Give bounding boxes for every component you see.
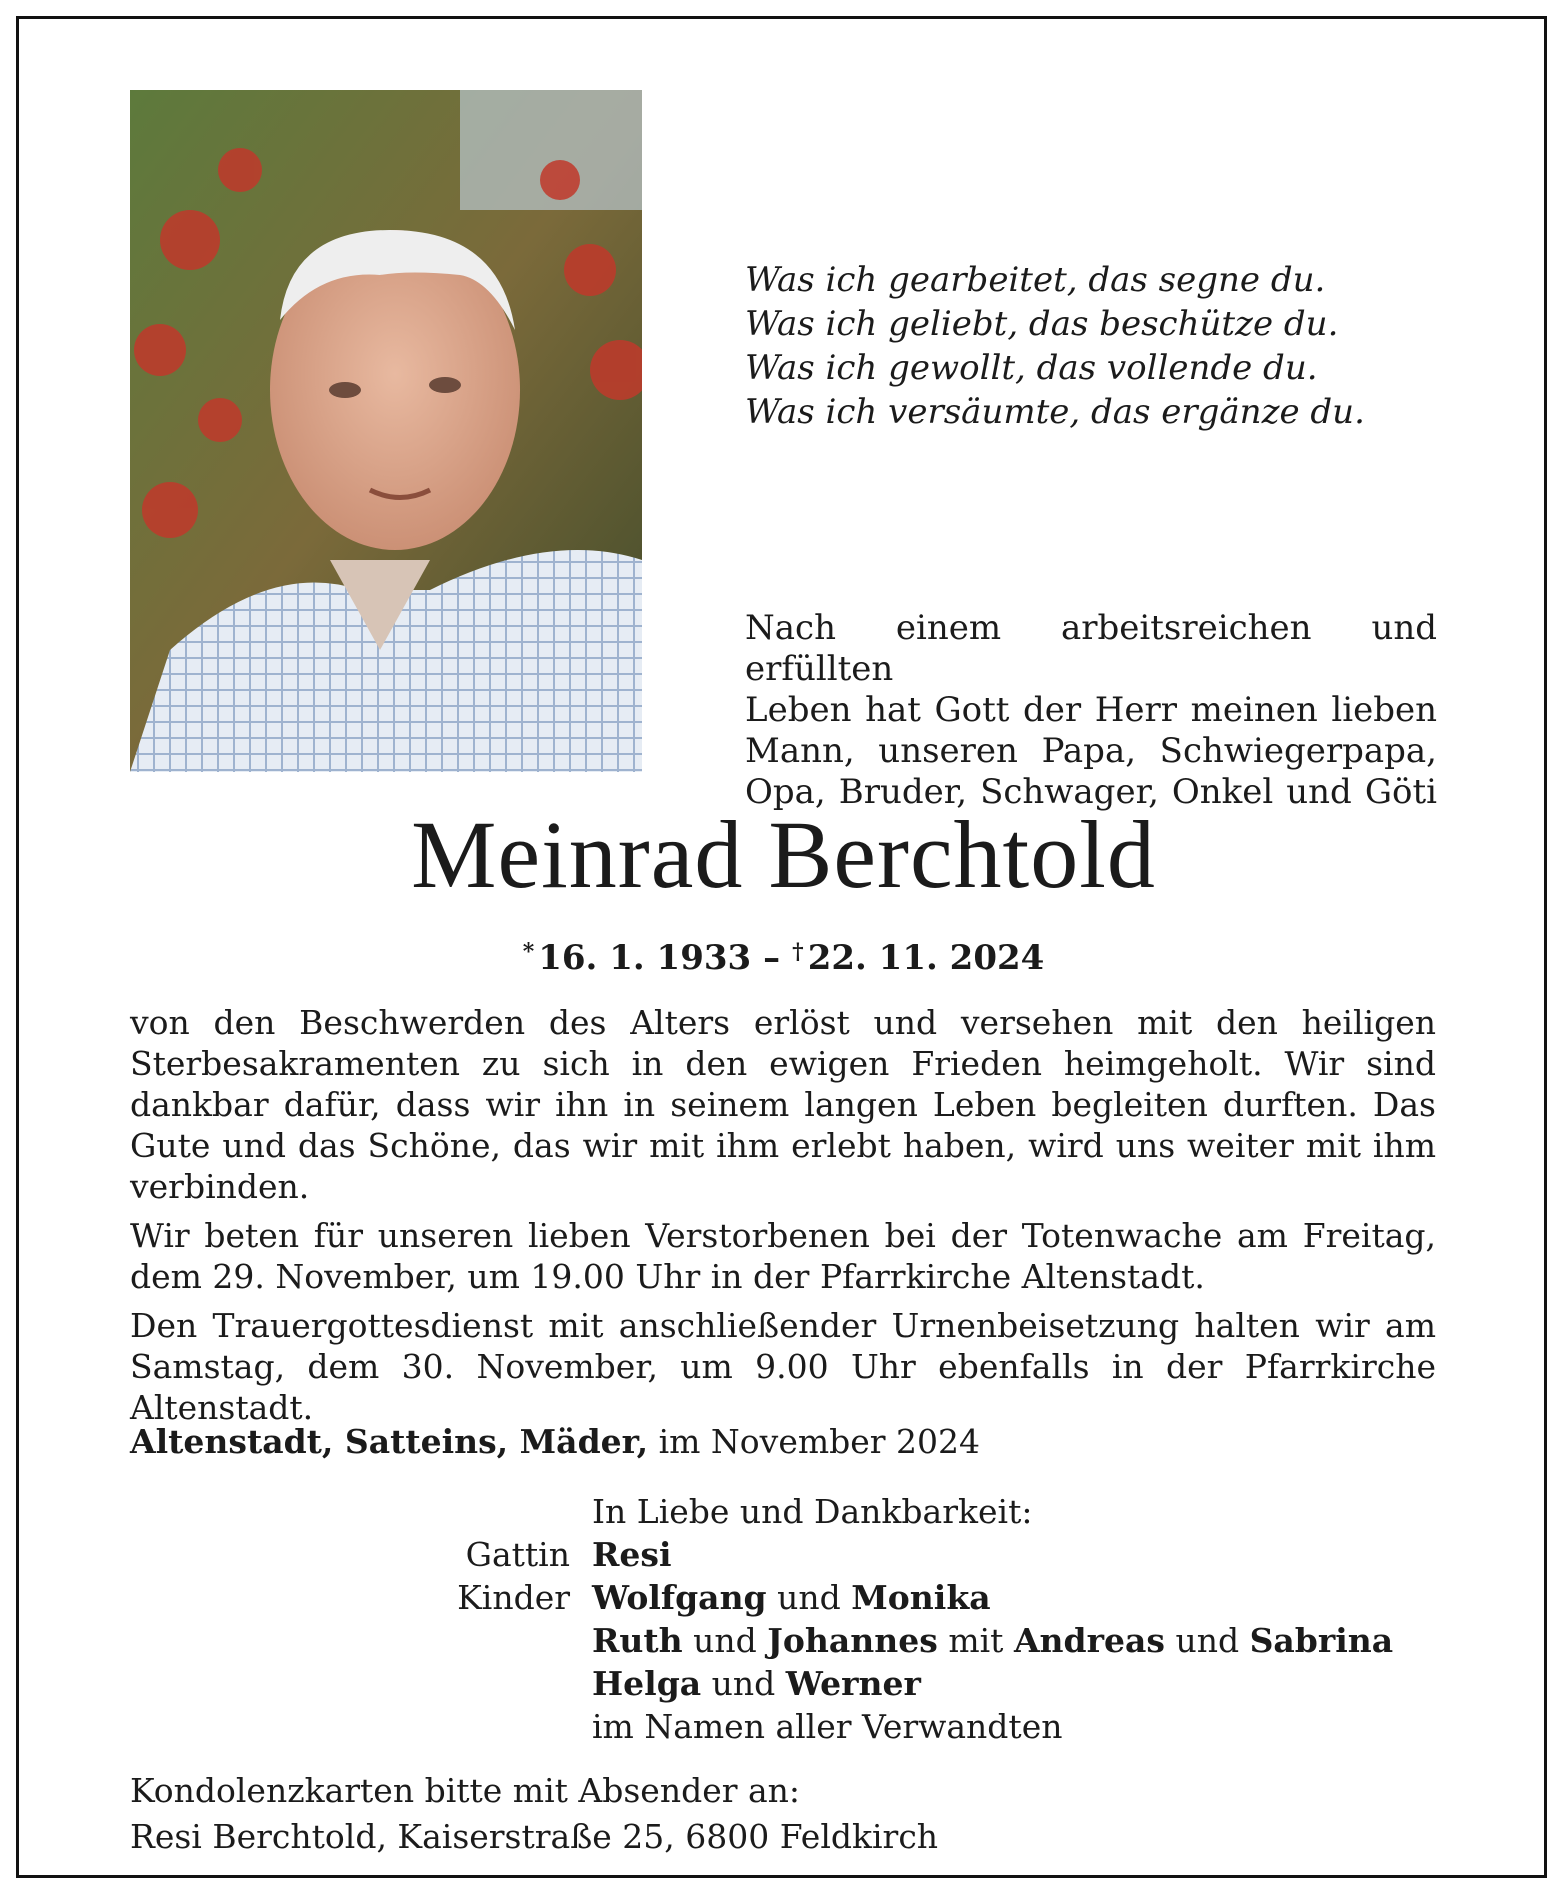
place-date	[130, 1422, 1436, 1462]
death-symbol: †	[792, 939, 804, 965]
grandchild-name: Sabrina	[1249, 1621, 1394, 1660]
intro-line: Nach einem arbeitsreichen und erfüllten	[745, 608, 1437, 689]
child-name: Johannes	[767, 1621, 938, 1660]
child-name: Ruth	[592, 1621, 683, 1660]
connector: und	[701, 1664, 786, 1703]
birth-date: 16. 1. 1933	[538, 938, 752, 978]
condolence-address	[130, 1768, 1436, 1860]
signers-heading: In Liebe und Dankbarkeit:	[592, 1492, 1033, 1531]
connector: und	[766, 1578, 852, 1617]
verse	[745, 258, 1445, 434]
verse-line: Was ich versäumte, das ergänze du.	[745, 392, 1365, 432]
verse-line: Was ich gearbeitet, das segne du.	[745, 260, 1326, 300]
footer-line: Kondolenzkarten bitte mit Absender an:	[130, 1771, 801, 1810]
verse-line: Was ich gewollt, das vollende du.	[745, 348, 1318, 388]
intro-line: Mann, unseren Papa, Schwiegerpapa,	[745, 731, 1437, 771]
date-separator: –	[763, 938, 781, 978]
child-line	[592, 1662, 1440, 1705]
connector: mit	[937, 1621, 1014, 1660]
child-name: Wolfgang	[592, 1578, 767, 1617]
intro-text	[745, 608, 1437, 813]
portrait-photo-icon	[130, 90, 642, 772]
body-paragraph: Den Trauergottesdienst mit anschließender Urnenbeisetzung halten wir am Samstag, dem 30. November, um 9.00 Uhr ebenfalls in der Pfarrkirche Altenstadt.	[130, 1306, 1436, 1427]
grandchild-name: Andreas	[1013, 1621, 1165, 1660]
spouse-role: Gattin	[465, 1535, 570, 1574]
place-locations: Altenstadt, Satteins, Mäder,	[130, 1422, 649, 1461]
connector: und	[1164, 1621, 1250, 1660]
signers	[380, 1490, 1440, 1748]
child-name: Helga	[592, 1664, 702, 1703]
child-line	[592, 1576, 1440, 1619]
deceased-name: Meinrad Berchtold	[411, 801, 1156, 908]
intro-line: Leben hat Gott der Herr meinen lieben	[745, 690, 1437, 730]
life-dates	[0, 932, 1567, 978]
child-name: Monika	[851, 1578, 991, 1617]
connector: und	[682, 1621, 768, 1660]
place-month: im November 2024	[648, 1422, 981, 1461]
body-paragraph: Wir beten für unseren lieben Verstorbenen bei der Totenwache am Freitag, dem 29. November, um 19.00 Uhr in der Pfarrkirche Altenstadt.	[130, 1216, 1436, 1296]
portrait-photo	[130, 90, 642, 772]
child-name: Werner	[785, 1664, 921, 1703]
child-line	[592, 1619, 1440, 1662]
death-date: 22. 11. 2024	[807, 938, 1045, 978]
children-role: Kinder	[457, 1578, 570, 1617]
verse-line: Was ich geliebt, das beschütze du.	[745, 304, 1339, 344]
obituary-body	[130, 1002, 1436, 1436]
spouse-name: Resi	[592, 1535, 672, 1574]
signers-closing: im Namen aller Verwandten	[592, 1707, 1063, 1746]
footer-address: Resi Berchtold, Kaiserstraße 25, 6800 Feldkirch	[130, 1817, 939, 1856]
intro-line: Opa, Bruder, Schwager, Onkel und Göti	[745, 772, 1437, 812]
body-paragraph: von den Beschwerden des Alters erlöst und versehen mit den heiligen Sterbesakramenten zu sich in den ewigen Frieden heimgeholt. Wir sind dankbar dafür, dass wir ihn in seinem langen Leben begleiten durften. Das Gute und das Schöne, das wir mit ihm erlebt haben, wird uns weiter mit ihm verbinden.	[130, 1003, 1436, 1206]
birth-symbol: *	[522, 939, 535, 965]
